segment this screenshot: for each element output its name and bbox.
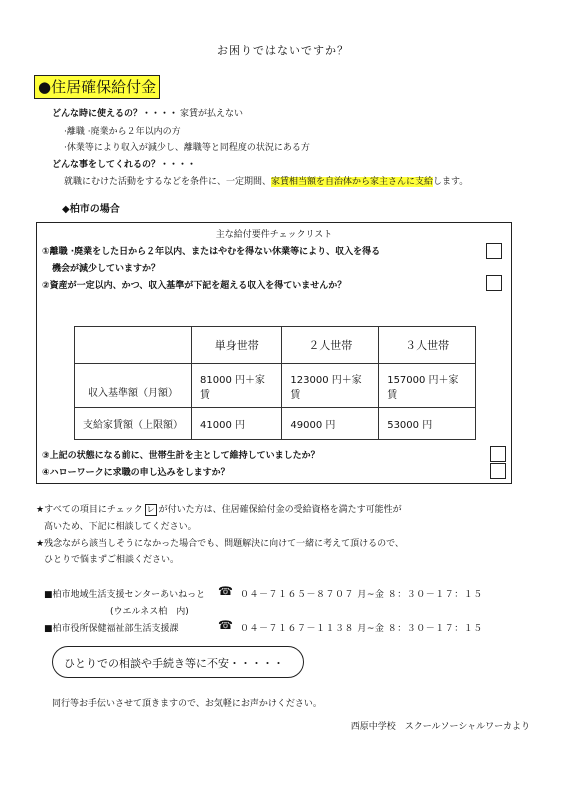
what-answer [64, 174, 468, 187]
section-heading: ●住居確保給付金 [34, 75, 160, 99]
checklist-title: 主な給付要件チェックリスト [215, 230, 333, 240]
checklist-q2: ②資産が一定以内、かつ、収入基準が下記を超える収入を得ていませんか？ [42, 281, 347, 291]
note-1-line2: 高いため、下記に相談してください。 [44, 522, 197, 532]
table-header-row [75, 327, 476, 364]
when-item-1: ·離職 ·廃業から２年以内の方 [64, 127, 181, 137]
table-header-cell: ２人世帯 [282, 327, 379, 364]
what-answer-highlight: 家賃相当額を自治体から家主さんに支給 [271, 177, 434, 187]
page-title: お困りではないですか？ [217, 44, 349, 57]
table-cell: 41000 円 [192, 408, 282, 440]
phone-icon: ☎ [218, 618, 233, 632]
table-header-cell [75, 327, 192, 364]
table-header-cell: ３人世帯 [379, 327, 476, 364]
table-cell: 53000 円 [379, 408, 476, 440]
city-heading: ◆柏市の場合 [62, 204, 120, 215]
checklist-q1-line1: ①離職 ·廃業をした日から２年以内、またはやむを得ない休業等により、収入を得る [42, 247, 381, 257]
table-header-cell: 単身世帯 [192, 327, 282, 364]
when-answer: 家賃が払えない [180, 109, 244, 119]
note-2-line1: ★残念ながら該当しそうになかった場合でも、問題解決に向けて一緒に考えて頂けるので、 [36, 539, 404, 549]
table-row-label: 支給家賃額（上限額） [75, 408, 192, 440]
table-cell: 81000 円＋家賃 [192, 364, 282, 408]
when-question: どんな時に使えるの？・・・・ [52, 109, 179, 119]
table-cell: 157000 円＋家賃 [379, 364, 476, 408]
speech-text: ひとりでの相談や手続き等に不安・・・・・ [64, 657, 284, 670]
note-2-line2: ひとりで悩まずご相談ください。 [44, 555, 180, 565]
table-cell: 49000 円 [282, 408, 379, 440]
what-answer-pre: 就職にむけた活動をするなどを条件に、一定期間、 [64, 177, 272, 187]
table-row-label: 収入基準額（月額） [75, 364, 192, 408]
checkbox-q4[interactable] [490, 463, 506, 479]
checklist-q3: ③上記の状態になる前に、世帯生計を主として維持していましたか？ [42, 451, 320, 461]
accompany-text: 同行等お手伝いさせて頂きますので、お気軽にお声かけください。 [52, 699, 322, 709]
contact-1-sub: (ウエルネス柏 内) [110, 607, 189, 617]
footer-credit: 西原中学校 スクールソーシャルワーカより [350, 722, 530, 732]
note-1-post: が付いた方は、住居確保給付金の受給資格を満たす可能性が [158, 505, 402, 515]
checklist-q4: ④ハローワークに求職の申し込みをしますか？ [42, 468, 230, 478]
contact-2-phone: ０４－７１６７－１１３８ 月~金 ８：３０－１７：１５ [240, 624, 483, 634]
what-question: どんな事をしてくれるの？・・・・ [52, 160, 197, 170]
check-mark-icon: レ [146, 504, 155, 514]
note-1-pre: ★すべての項目にチェック [36, 505, 143, 515]
table-row [75, 364, 476, 408]
income-table [74, 326, 476, 440]
what-answer-post: します。 [433, 177, 469, 187]
contact-2-name: ■柏市役所保健福祉部生活支援課 [44, 624, 179, 634]
checkbox-q1[interactable] [486, 243, 502, 259]
note-1-line1 [36, 502, 402, 516]
checkbox-q2[interactable] [486, 275, 502, 291]
table-row [75, 408, 476, 440]
contact-1-name: ■柏市地域生活支援センターあいねっと [44, 590, 206, 600]
checkbox-q3[interactable] [490, 446, 506, 462]
checklist-q1-line2: 機会が減少していますか？ [52, 264, 161, 274]
contact-1-phone: ０４－７１６５－８７０７ 月~金 ８：３０－１７：１５ [240, 590, 483, 600]
phone-icon: ☎ [218, 584, 233, 598]
table-cell: 123000 円＋家賃 [282, 364, 379, 408]
when-item-2: ·休業等により収入が減少し、離職等と同程度の状況にある方 [64, 143, 310, 153]
